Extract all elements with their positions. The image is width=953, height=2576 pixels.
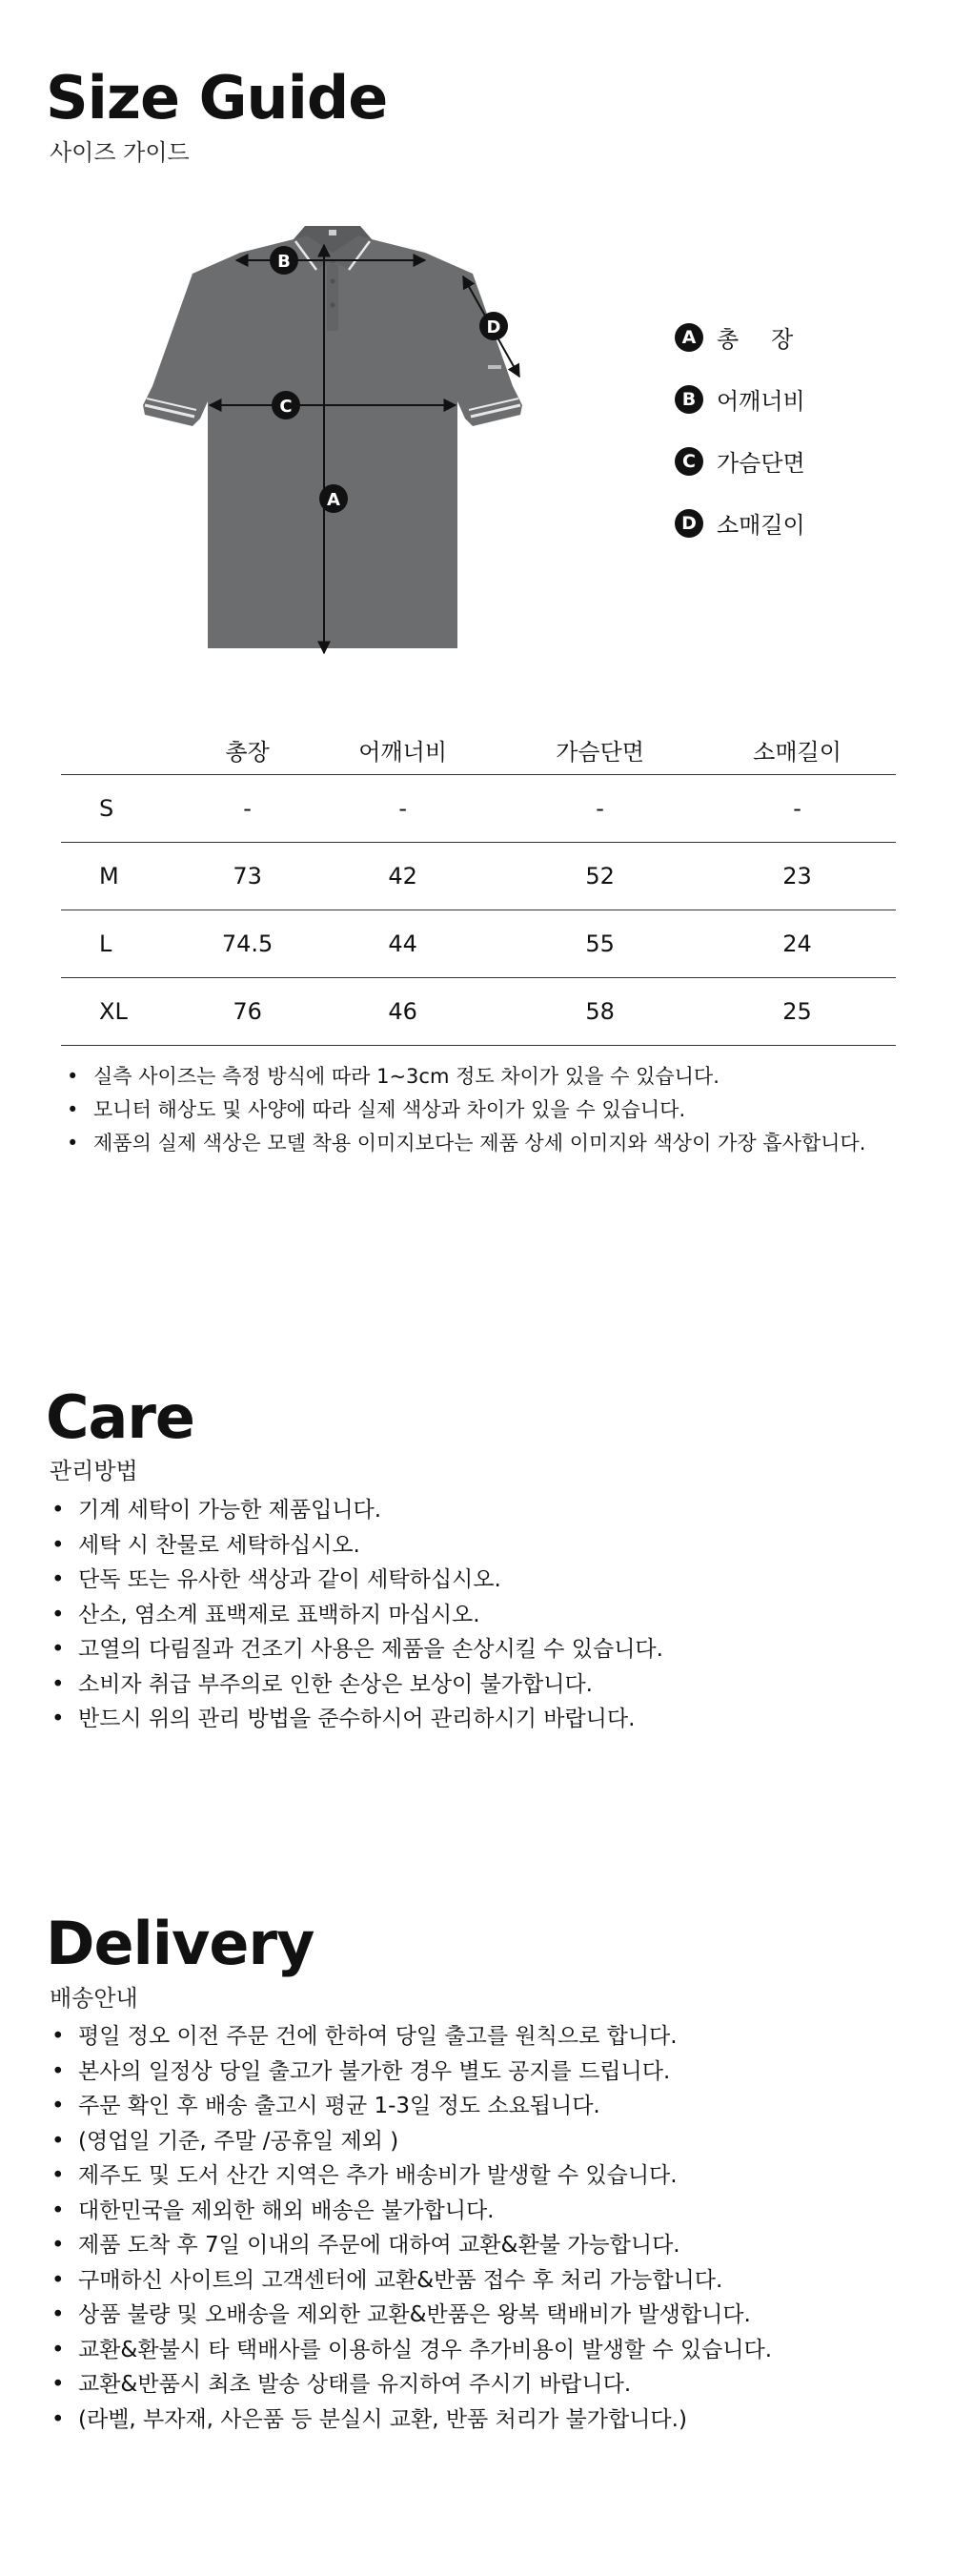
size-guide-subtitle: 사이즈 가이드 bbox=[50, 139, 190, 166]
table-cell: - bbox=[191, 775, 304, 843]
table-header: 어깨너비 bbox=[304, 725, 501, 775]
table-cell: - bbox=[699, 775, 896, 843]
table-cell: 76 bbox=[191, 978, 304, 1046]
list-item: • 대한민국을 제외한 해외 배송은 불가합니다. bbox=[48, 2194, 924, 2229]
legend-marker-d: D bbox=[675, 509, 703, 538]
list-item: • 고열의 다림질과 건조기 사용은 제품을 손상시킬 수 있습니다. bbox=[48, 1632, 905, 1667]
delivery-subtitle: 배송안내 bbox=[50, 1985, 138, 2012]
table-header: 가슴단면 bbox=[501, 725, 699, 775]
list-item: • (영업일 기준, 주말 /공휴일 제외 ) bbox=[48, 2124, 924, 2159]
list-item: • 제주도 및 도서 산간 지역은 추가 배송비가 발생할 수 있습니다. bbox=[48, 2158, 924, 2194]
list-item: • 실측 사이즈는 측정 방식에 따라 1~3cm 정도 차이가 있을 수 있습니다. bbox=[63, 1060, 921, 1094]
list-item: • 산소, 염소계 표백제로 표백하지 마십시오. bbox=[48, 1598, 905, 1633]
legend-label-c: 가슴단면 bbox=[717, 450, 805, 477]
size-table bbox=[61, 725, 896, 1046]
svg-text:A: A bbox=[327, 490, 340, 510]
size-notes-list bbox=[63, 1060, 921, 1160]
table-header bbox=[61, 725, 191, 775]
svg-text:B: B bbox=[277, 252, 291, 272]
table-cell: XL bbox=[61, 978, 191, 1046]
legend-marker-c: C bbox=[675, 447, 703, 476]
legend-item-d bbox=[675, 506, 805, 540]
table-cell: 73 bbox=[191, 843, 304, 910]
table-header: 소매길이 bbox=[699, 725, 896, 775]
list-item: • 제품의 실제 색상은 모델 착용 이미지보다는 제품 상세 이미지와 색상이 가장 흡사합니다. bbox=[63, 1127, 921, 1160]
shirt-diagram bbox=[133, 215, 534, 663]
list-item: • 모니터 해상도 및 사양에 따라 실제 색상과 차이가 있을 수 있습니다. bbox=[63, 1094, 921, 1127]
list-item: • 세탁 시 찬물로 세탁하십시오. bbox=[48, 1528, 905, 1564]
diagram-marker-a bbox=[319, 484, 348, 513]
table-cell: 42 bbox=[304, 843, 501, 910]
table-cell: - bbox=[304, 775, 501, 843]
legend-item-a bbox=[675, 320, 825, 354]
table-cell: 25 bbox=[699, 978, 896, 1046]
list-item: • 본사의 일정상 당일 출고가 불가한 경우 별도 공지를 드립니다. bbox=[48, 2055, 924, 2090]
table-cell: 74.5 bbox=[191, 910, 304, 978]
care-title: Care bbox=[46, 1382, 194, 1452]
list-item: • 소비자 취급 부주의로 인한 손상은 보상이 불가합니다. bbox=[48, 1667, 905, 1703]
table-cell: S bbox=[61, 775, 191, 843]
table-cell: - bbox=[501, 775, 699, 843]
table-cell: 24 bbox=[699, 910, 896, 978]
list-item: • 상품 불량 및 오배송을 제외한 교환&반품은 왕복 택배비가 발생합니다. bbox=[48, 2298, 924, 2333]
list-item: • 기계 세탁이 가능한 제품입니다. bbox=[48, 1493, 905, 1528]
legend-label-b: 어깨너비 bbox=[717, 388, 805, 415]
diagram-marker-d bbox=[479, 312, 508, 340]
table-cell: 55 bbox=[501, 910, 699, 978]
polo-shirt-illustration bbox=[143, 226, 522, 648]
table-header: 총장 bbox=[191, 725, 304, 775]
legend-label-a: 총장 bbox=[717, 326, 826, 353]
table-row bbox=[61, 775, 896, 843]
table-row bbox=[61, 910, 896, 978]
table-row bbox=[61, 978, 896, 1046]
legend-item-b bbox=[675, 382, 805, 416]
size-guide-title: Size Guide bbox=[46, 63, 388, 133]
diagram-marker-c bbox=[272, 391, 300, 419]
table-cell: M bbox=[61, 843, 191, 910]
legend-item-c bbox=[675, 444, 805, 478]
table-cell: 52 bbox=[501, 843, 699, 910]
table-cell: 46 bbox=[304, 978, 501, 1046]
svg-text:C: C bbox=[279, 397, 293, 417]
legend-label-d: 소매길이 bbox=[717, 512, 805, 539]
care-subtitle: 관리방법 bbox=[50, 1458, 138, 1484]
table-row bbox=[61, 843, 896, 910]
table-header-row bbox=[61, 725, 896, 775]
svg-text:D: D bbox=[486, 317, 501, 337]
list-item: • 단독 또는 유사한 색상과 같이 세탁하십시오. bbox=[48, 1563, 905, 1598]
legend-marker-a: A bbox=[675, 323, 703, 352]
list-item: • (라벨, 부자재, 사은품 등 분실시 교환, 반품 처리가 불가합니다.) bbox=[48, 2402, 924, 2438]
table-cell: 23 bbox=[699, 843, 896, 910]
list-item: • 평일 정오 이전 주문 건에 한하여 당일 출고를 원칙으로 합니다. bbox=[48, 2019, 924, 2055]
list-item: • 교환&반품시 최초 발송 상태를 유지하여 주시기 바랍니다. bbox=[48, 2367, 924, 2402]
list-item: • 반드시 위의 관리 방법을 준수하시어 관리하시기 바랍니다. bbox=[48, 1702, 905, 1737]
list-item: • 제품 도착 후 7일 이내의 주문에 대하여 교환&환불 가능합니다. bbox=[48, 2228, 924, 2263]
list-item: • 구매하신 사이트의 고객센터에 교환&반품 접수 후 처리 가능합니다. bbox=[48, 2263, 924, 2299]
table-cell: 44 bbox=[304, 910, 501, 978]
diagram-marker-b bbox=[270, 246, 298, 275]
delivery-title: Delivery bbox=[46, 1909, 314, 1978]
delivery-list bbox=[48, 2019, 924, 2437]
table-cell: 58 bbox=[501, 978, 699, 1046]
list-item: • 교환&환불시 타 택배사를 이용하실 경우 추가비용이 발생할 수 있습니다. bbox=[48, 2333, 924, 2368]
table-cell: L bbox=[61, 910, 191, 978]
list-item: • 주문 확인 후 배송 출고시 평균 1-3일 정도 소요됩니다. bbox=[48, 2089, 924, 2124]
care-list bbox=[48, 1493, 905, 1737]
legend-marker-b: B bbox=[675, 385, 703, 414]
